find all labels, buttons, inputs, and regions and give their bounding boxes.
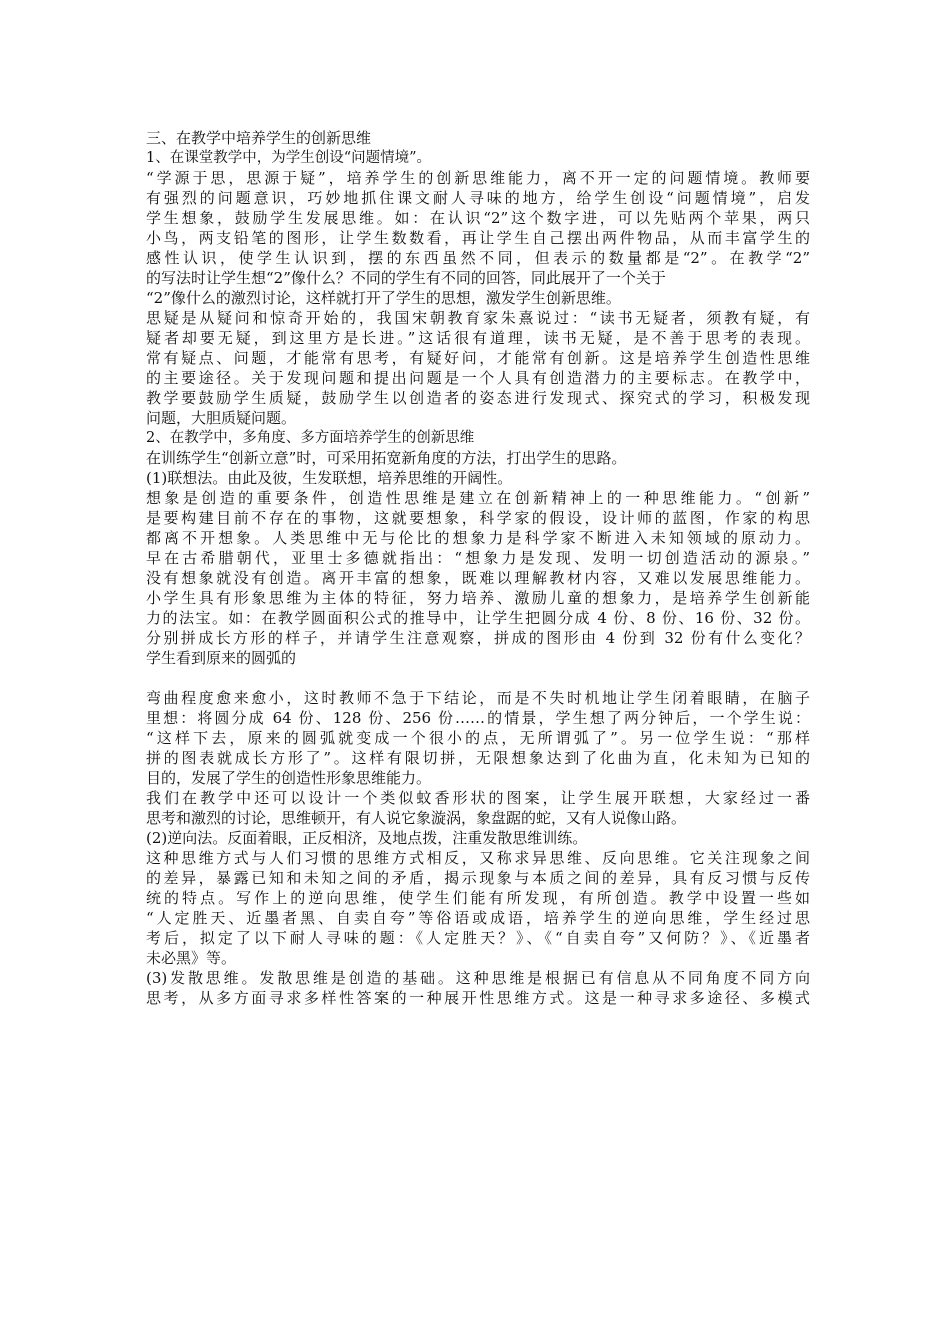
text-line: “学源于思，思源于疑”，培养学生的创新思维能力，离不开一定的问题情境。教师要 xyxy=(146,169,810,187)
text-line: 里想：将圆分成 64 份、128 份、256 份……的情景，学生想了两分钟后，一个学生说： xyxy=(146,709,810,727)
text-line: 力的法宝。如：在教学圆面积公式的推导中，让学生把圆分成 4 份、8 份、16 份、32 份。 xyxy=(146,609,810,627)
text-line: 常有疑点、问题，才能常有思考，有疑好问，才能常有创新。这是培养学生创造性思维 xyxy=(146,349,810,367)
text-line: 思疑是从疑问和惊奇开始的，我国宋朝教育家朱熹说过：“读书无疑者，须教有疑，有 xyxy=(146,309,810,327)
text-line: “这样下去，原来的圆弧就变成一个很小的点，无所谓弧了”。另一位学生说：“那样 xyxy=(146,729,810,747)
text-line: 思考和激烈的讨论，思维顿开，有人说它象漩涡，象盘踞的蛇，又有人说像山路。 xyxy=(146,809,687,827)
text-line: 我们在教学中还可以设计一个类似蚊香形状的图案，让学生展开联想，大家经过一番 xyxy=(146,789,810,807)
text-line: 有强烈的问题意识，巧妙地抓住课文耐人寻味的地方，给学生创设“问题情境”，启发 xyxy=(146,189,810,207)
text-line: 小学生具有形象思维为主体的特征，努力培养、激励儿童的想象力，是培养学生创新能 xyxy=(146,589,810,607)
text-line: (2)逆向法。反面着眼，正反相济，及地点拨，注重发散思维训练。 xyxy=(146,829,588,847)
text-block-upper xyxy=(146,128,810,668)
text-line: 这种思维方式与人们习惯的思维方式相反，又称求异思维、反向思维。它关注现象之间 xyxy=(146,849,810,867)
text-line: 都离不开想象。人类思维中无与伦比的想象力是科学家不断进入未知领域的原动力。 xyxy=(146,529,810,547)
text-line: 统的特点。写作上的逆向思维，使学生们能有所发现，有所创造。教学中设置一些如 xyxy=(146,889,810,907)
text-line: 感性认识，使学生认识到，摆的东西虽然不同，但表示的数量都是“2”。在教学“2” xyxy=(146,249,810,267)
text-line: 的写法时让学生想“2”像什么？不同的学生有不同的回答，同此展开了一个关于 xyxy=(146,269,666,287)
text-block-lower xyxy=(146,688,810,1008)
text-line: 早在古希腊朝代，亚里士多德就指出：“想象力是发现、发明一切创造活动的源泉。” xyxy=(146,549,810,567)
section-heading: 三、在教学中培养学生的创新思维 xyxy=(146,129,372,147)
text-line: 没有想象就没有创造。离开丰富的想象，既难以理解教材内容，又难以发展思维能力。 xyxy=(146,569,810,587)
text-line: 学生看到原来的圆弧的 xyxy=(146,649,297,667)
text-line: “人定胜天、近墨者黑、自卖自夸”等俗语或成语，培养学生的逆向思维，学生经过思 xyxy=(146,909,810,927)
text-line: 小鸟，两支铅笔的图形，让学生数数看，再让学生自己摆出两件物品，从而丰富学生的 xyxy=(146,229,810,247)
text-line: 分别拼成长方形的样子，并请学生注意观察，拼成的图形由 4 份到 32 份有什么变化？ xyxy=(146,629,810,647)
text-line: 未必黑》等。 xyxy=(146,949,237,967)
text-line: 在训练学生“创新立意”时，可采用拓宽新角度的方法，打出学生的思路。 xyxy=(146,449,627,467)
text-line: 想象是创造的重要条件，创造性思维是建立在创新精神上的一种思维能力。“创新” xyxy=(146,489,810,507)
text-line: 的主要途径。关于发现问题和提出问题是一个人具有创造潜力的主要标志。在教学中， xyxy=(146,369,810,387)
text-line: 拼的图表就成长方形了”。这样有限切拼，无限想象达到了化曲为直，化未知为已知的 xyxy=(146,749,810,767)
text-line: (3)发散思维。发散思维是创造的基础。这种思维是根据已有信息从不同角度不同方向 xyxy=(146,969,810,987)
text-line: “2”像什么的激烈讨论，这样就打开了学生的思想，激发学生创新思维。 xyxy=(146,289,621,307)
text-line: (1)联想法。由此及彼，生发联想，培养思维的开阔性。 xyxy=(146,469,513,487)
text-line: 思考，从多方面寻求多样性答案的一种展开性思维方式。这是一种寻求多途径、多模式 xyxy=(146,989,810,1007)
text-line: 疑者却要无疑，到这里方是长进。”这话很有道理，读书无疑，是不善于思考的表现。 xyxy=(146,329,810,347)
text-line: 学生想象，鼓励学生发展思维。如：在认识“2”这个数字进，可以先贴两个苹果，两只 xyxy=(146,209,810,227)
text-line: 是要构建目前不存在的事物，这就要想象，科学家的假设，设计师的蓝图，作家的构思 xyxy=(146,509,810,527)
text-line: 考后，拟定了以下耐人寻味的题：《人定胜天？》、《“自卖自夸”又何防？》、《近墨者 xyxy=(146,929,810,947)
text-line: 目的，发展了学生的创造性形象思维能力。 xyxy=(146,769,432,787)
text-line: 问题，大胆质疑问题。 xyxy=(146,409,297,427)
text-line: 教学要鼓励学生质疑，鼓励学生以创造者的姿态进行发现式、探究式的学习，积极发现 xyxy=(146,389,810,407)
page-gap xyxy=(146,668,810,688)
subsection-heading: 2、在教学中，多角度、多方面培养学生的创新思维 xyxy=(146,430,475,446)
subsection-heading: 1、在课堂教学中，为学生创设“问题情境”。 xyxy=(146,150,432,166)
document-page xyxy=(146,128,810,1008)
text-line: 弯曲程度愈来愈小，这时教师不急于下结论，而是不失时机地让学生闭着眼睛，在脑子 xyxy=(146,689,810,707)
text-line: 的差异，暴露已知和未知之间的矛盾，揭示现象与本质之间的差异，具有反习惯与反传 xyxy=(146,869,810,887)
